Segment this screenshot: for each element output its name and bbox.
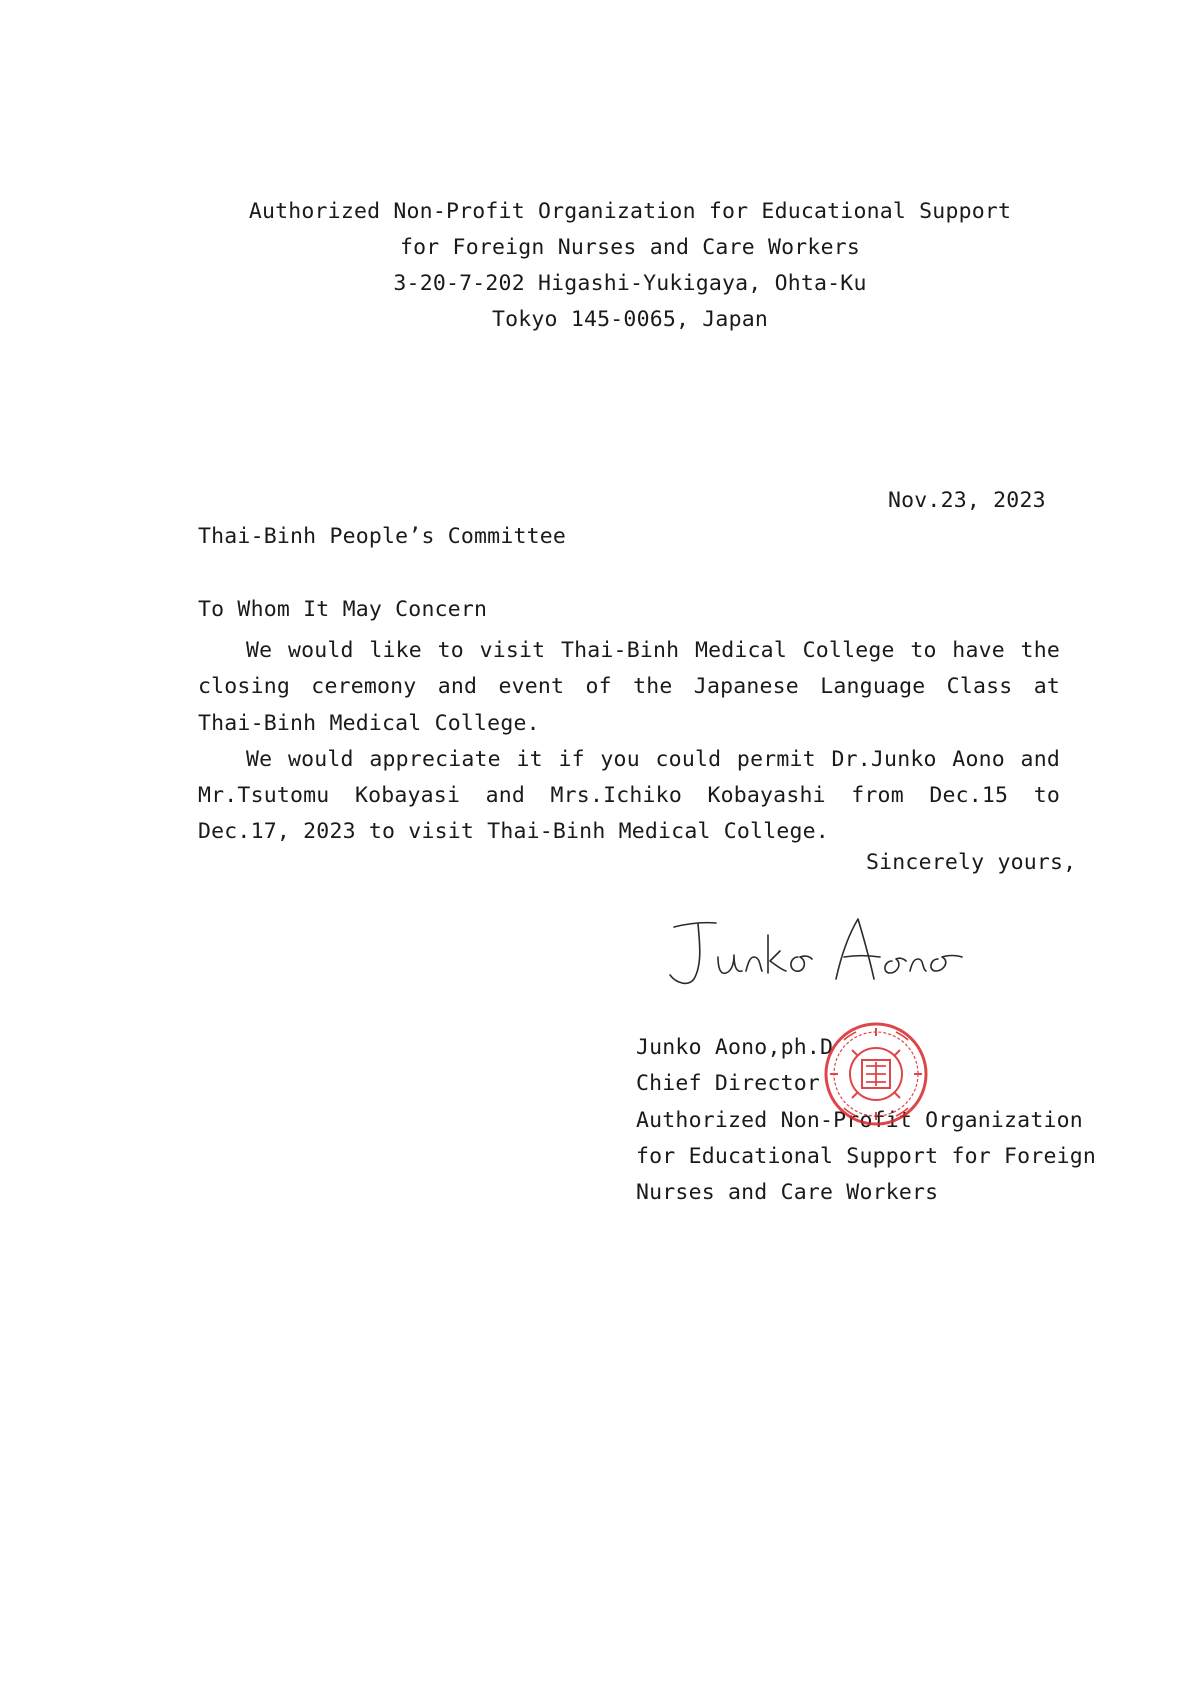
- letterhead-address: 3-20-7-202 Higashi-Yukigaya, Ohta-Ku: [393, 271, 867, 296]
- closing: Sincerely yours,: [866, 850, 1077, 875]
- letterhead-org-line-2: for Foreign Nurses and Care Workers: [399, 235, 861, 260]
- letter-date: Nov.23, 2023: [888, 488, 1046, 513]
- official-seal: [822, 1020, 930, 1128]
- letter-body: [198, 633, 1060, 851]
- body-paragraph-2: We would appreciate it if you could permit Dr.Junko Aono and Mr.Tsutomu Kobayasi and Mrs.Ichiko Kobayashi from Dec.15 to Dec.17, 2023 to visit Thai-Binh Medical College.: [198, 746, 1060, 845]
- signer-title: Chief Director: [636, 1071, 821, 1097]
- salutation: To Whom It May Concern: [198, 597, 488, 622]
- recipient: Thai-Binh People’s Committee: [198, 524, 567, 549]
- letterhead: [0, 194, 1200, 338]
- signer-org-line-1: Authorized Non-Profit Organization: [636, 1107, 1083, 1133]
- letterhead-org-line-1: Authorized Non-Profit Organization for Educational Support: [248, 199, 1012, 224]
- signer-org-line-3: Nurses and Care Workers: [636, 1180, 939, 1206]
- body-paragraph-1: We would like to visit Thai-Binh Medical College to have the closing ceremony and event of the Japanese Language Class at Thai-Binh Medical College.: [198, 638, 1060, 736]
- signer-name: Junko Aono,ph.D: [636, 1035, 834, 1060]
- signer-org-line-2: for Educational Support for Foreign: [636, 1143, 1097, 1169]
- handwritten-signature: [660, 905, 980, 995]
- letterhead-city: Tokyo 145-0065, Japan: [491, 307, 769, 332]
